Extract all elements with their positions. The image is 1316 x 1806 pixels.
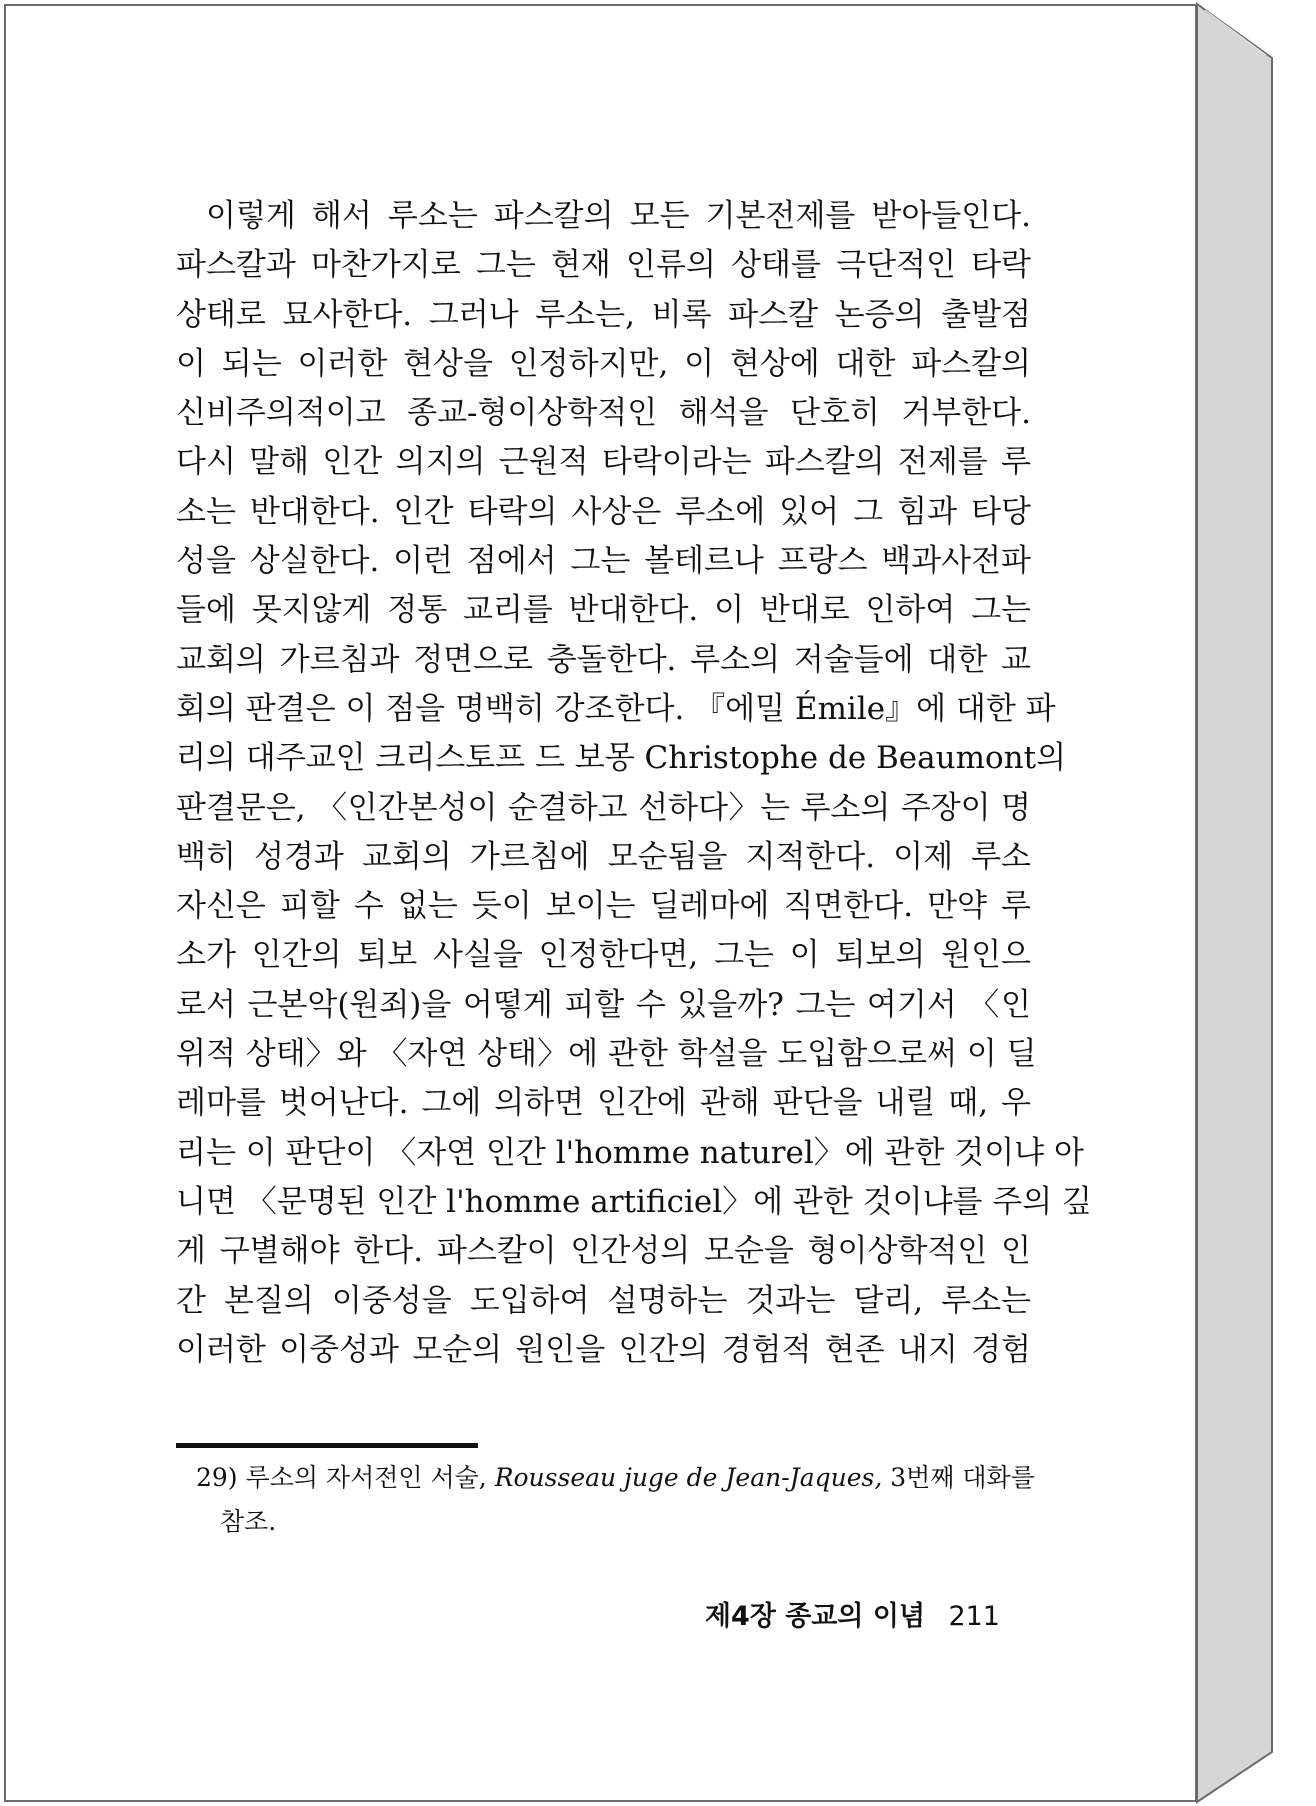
footnote-text: 루소의 자서전인 서술, — [245, 1463, 487, 1492]
text-line: 다시 말해 인간 의지의 근원적 타락이라는 파스칼의 전제를 루 — [176, 444, 1031, 481]
text-line: 간 본질의 이중성을 도입하여 설명하는 것과는 달리, 루소는 — [176, 1282, 1031, 1319]
footnote-continuation: 참조. — [220, 1507, 277, 1536]
text-line: 성을 상실한다. 이런 점에서 그는 볼테르나 프랑스 백과사전파 — [176, 543, 1031, 580]
text-line: 소가 인간의 퇴보 사실을 인정한다면, 그는 이 퇴보의 원인으 — [176, 937, 1031, 974]
text-line: 레마를 벗어난다. 그에 의하면 인간에 관해 판단을 내릴 때, 우 — [176, 1085, 1031, 1122]
body-paragraph — [176, 192, 1093, 1375]
text-line: 파스칼과 마찬가지로 그는 현재 인류의 상태를 극단적인 타락 — [176, 247, 1031, 284]
text-line: 이 되는 이러한 현상을 인정하지만, 이 현상에 대한 파스칼의 — [176, 345, 1031, 382]
text-line: 교회의 가르침과 정면으로 충돌한다. 루소의 저술들에 대한 교 — [176, 641, 1031, 678]
text-line: 니면 〈문명된 인간 l'homme artificiel〉에 관한 것이냐를 주의 깊 — [176, 1183, 1093, 1220]
footnote-divider — [176, 1443, 478, 1448]
text-line: 자신은 피할 수 없는 듯이 보이는 딜레마에 직면한다. 만약 루 — [176, 888, 1031, 925]
text-line: 상태로 묘사한다. 그러나 루소는, 비록 파스칼 논증의 출발점 — [176, 296, 1031, 333]
chapter-title: 제4장 종교의 이념 — [704, 1601, 926, 1632]
text-line: 게 구별해야 한다. 파스칼이 인간성의 모순을 형이상학적인 인 — [176, 1233, 1031, 1270]
footnote-text-end: 3번째 대화를 — [890, 1463, 1035, 1492]
text-line: 소는 반대한다. 인간 타락의 사상은 루소에 있어 그 힘과 타당 — [176, 493, 1031, 530]
text-line: 리는 이 판단이 〈자연 인간 l'homme naturel〉에 관한 것이냐 아 — [176, 1134, 1084, 1171]
running-footer — [700, 1594, 1000, 1633]
footnote — [196, 1456, 1035, 1544]
text-line: 로서 근본악(원죄)을 어떻게 피할 수 있을까? 그는 여기서 〈인 — [176, 986, 1031, 1023]
text-line: 회의 판결은 이 점을 명백히 강조한다. 『에밀 Émile』에 대한 파 — [176, 690, 1056, 727]
page-number: 211 — [948, 1601, 1000, 1632]
footnote-line — [196, 1456, 1035, 1500]
text-line: 이렇게 해서 루소는 파스칼의 모든 기본전제를 받아들인다. — [206, 198, 1031, 234]
text-line: 리의 대주교인 크리스토프 드 보몽 Christophe de Beaumont의 — [176, 740, 1067, 777]
footnote-italic-title: Rousseau juge de Jean-Jaques, — [494, 1463, 883, 1492]
text-line: 판결문은, 〈인간본성이 순결하고 선하다〉는 루소의 주장이 명 — [176, 789, 1031, 826]
text-line: 들에 못지않게 정통 교리를 반대한다. 이 반대로 인하여 그는 — [176, 592, 1031, 629]
footnote-number: 29) — [196, 1463, 238, 1492]
text-line: 신비주의적이고 종교-형이상학적인 해석을 단호히 거부한다. — [176, 395, 1031, 432]
text-line: 이러한 이중성과 모순의 원인을 인간의 경험적 현존 내지 경험 — [176, 1331, 1031, 1368]
text-line: 백히 성경과 교회의 가르침에 모순됨을 지적한다. 이제 루소 — [176, 838, 1031, 875]
text-line: 위적 상태〉와 〈자연 상태〉에 관한 학설을 도입함으로써 이 딜 — [176, 1036, 1037, 1073]
